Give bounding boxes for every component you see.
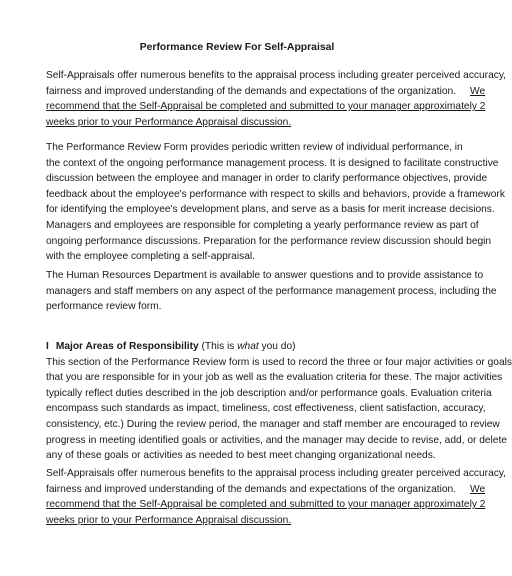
text-line: feedback about the employee's performance with respect to skills and behaviors, provide a framework xyxy=(46,188,505,200)
hr-paragraph xyxy=(46,268,497,315)
section-heading-paren-open: (This is xyxy=(198,341,238,352)
form-paragraph xyxy=(46,140,505,265)
section-heading-text: Major Areas of Responsibility xyxy=(55,341,199,352)
text-line: any of these goals or activities as needed to best meet changing organizational needs. xyxy=(46,450,436,462)
section-heading xyxy=(46,339,466,355)
text-fragment: fairness and improved understanding of the demands and expectations of the organization. xyxy=(46,483,457,495)
text-line: discussion between the employee and manager in order to clarify performance objectives, provide xyxy=(46,173,488,185)
section-major-areas xyxy=(46,339,512,464)
intro-paragraph xyxy=(46,68,507,130)
text-line: This section of the Performance Review form is used to record the three or four major activities or goals xyxy=(46,356,512,368)
underlined-line: weeks prior to your Performance Appraisal discussion. xyxy=(46,116,292,128)
text-line: the context of the ongoing performance management process. It is designed to facilitate constructive xyxy=(46,157,499,169)
text-line: consistency, etc.) During the review period, the manager and staff member are encouraged to review xyxy=(46,418,500,430)
repeat-intro-paragraph xyxy=(46,466,507,528)
text-line xyxy=(46,482,486,498)
text-line: Managers and employees are responsible for completing a yearly performance review as part of xyxy=(46,219,479,231)
text-line: with the employee completing a self-appraisal. xyxy=(46,251,255,263)
text-line: The Performance Review Form provides periodic written review of individual performance, in xyxy=(46,142,463,153)
text-line: for identifying the employee's development plans, and serve as a basis for merit increase decisions. xyxy=(46,204,495,216)
text-line: progress in meeting identified goals or activities, and the manager may decide to revise, add, or delete xyxy=(46,434,507,446)
section-heading-italic: what xyxy=(237,341,259,352)
underlined-text: We xyxy=(470,85,486,97)
text-line: typically reflect duties described in the job description and/or performance goals. Evaluation criteria xyxy=(46,387,492,399)
underlined-line: recommend that the Self-Appraisal be completed and submitted to your manager approximately 2 xyxy=(46,499,486,511)
text-line: managers and staff members on any aspect of the performance management process, including the xyxy=(46,285,497,297)
text-line xyxy=(46,84,486,100)
text-line: The Human Resources Department is available to answer questions and to provide assistance to xyxy=(46,270,484,281)
underlined-text: We xyxy=(470,483,486,495)
document-title: Performance Review For Self-Appraisal xyxy=(139,42,335,53)
text-line: that you are responsible for in your job as well as the evaluation criteria for these. The major activities xyxy=(46,372,503,384)
section-heading-paren-close: you do) xyxy=(258,341,296,352)
text-line: encompass such standards as impact, timeliness, cost effectiveness, client satisfaction, accuracy, xyxy=(46,403,486,415)
section-numeral: I xyxy=(46,341,49,352)
text-line: Self-Appraisals offer numerous benefits to the appraisal process including greater perceived accuracy, xyxy=(46,70,507,81)
text-fragment: fairness and improved understanding of the demands and expectations of the organization. xyxy=(46,85,457,97)
underlined-line: recommend that the Self-Appraisal be completed and submitted to your manager approximately 2 xyxy=(46,101,486,113)
text-line: ongoing performance discussions. Preparation for the performance review discussion should begin xyxy=(46,235,492,247)
text-line: performance review form. xyxy=(46,301,162,313)
text-line: Self-Appraisals offer numerous benefits to the appraisal process including greater perceived accuracy, xyxy=(46,468,507,479)
underlined-line: weeks prior to your Performance Appraisal discussion. xyxy=(46,514,292,526)
